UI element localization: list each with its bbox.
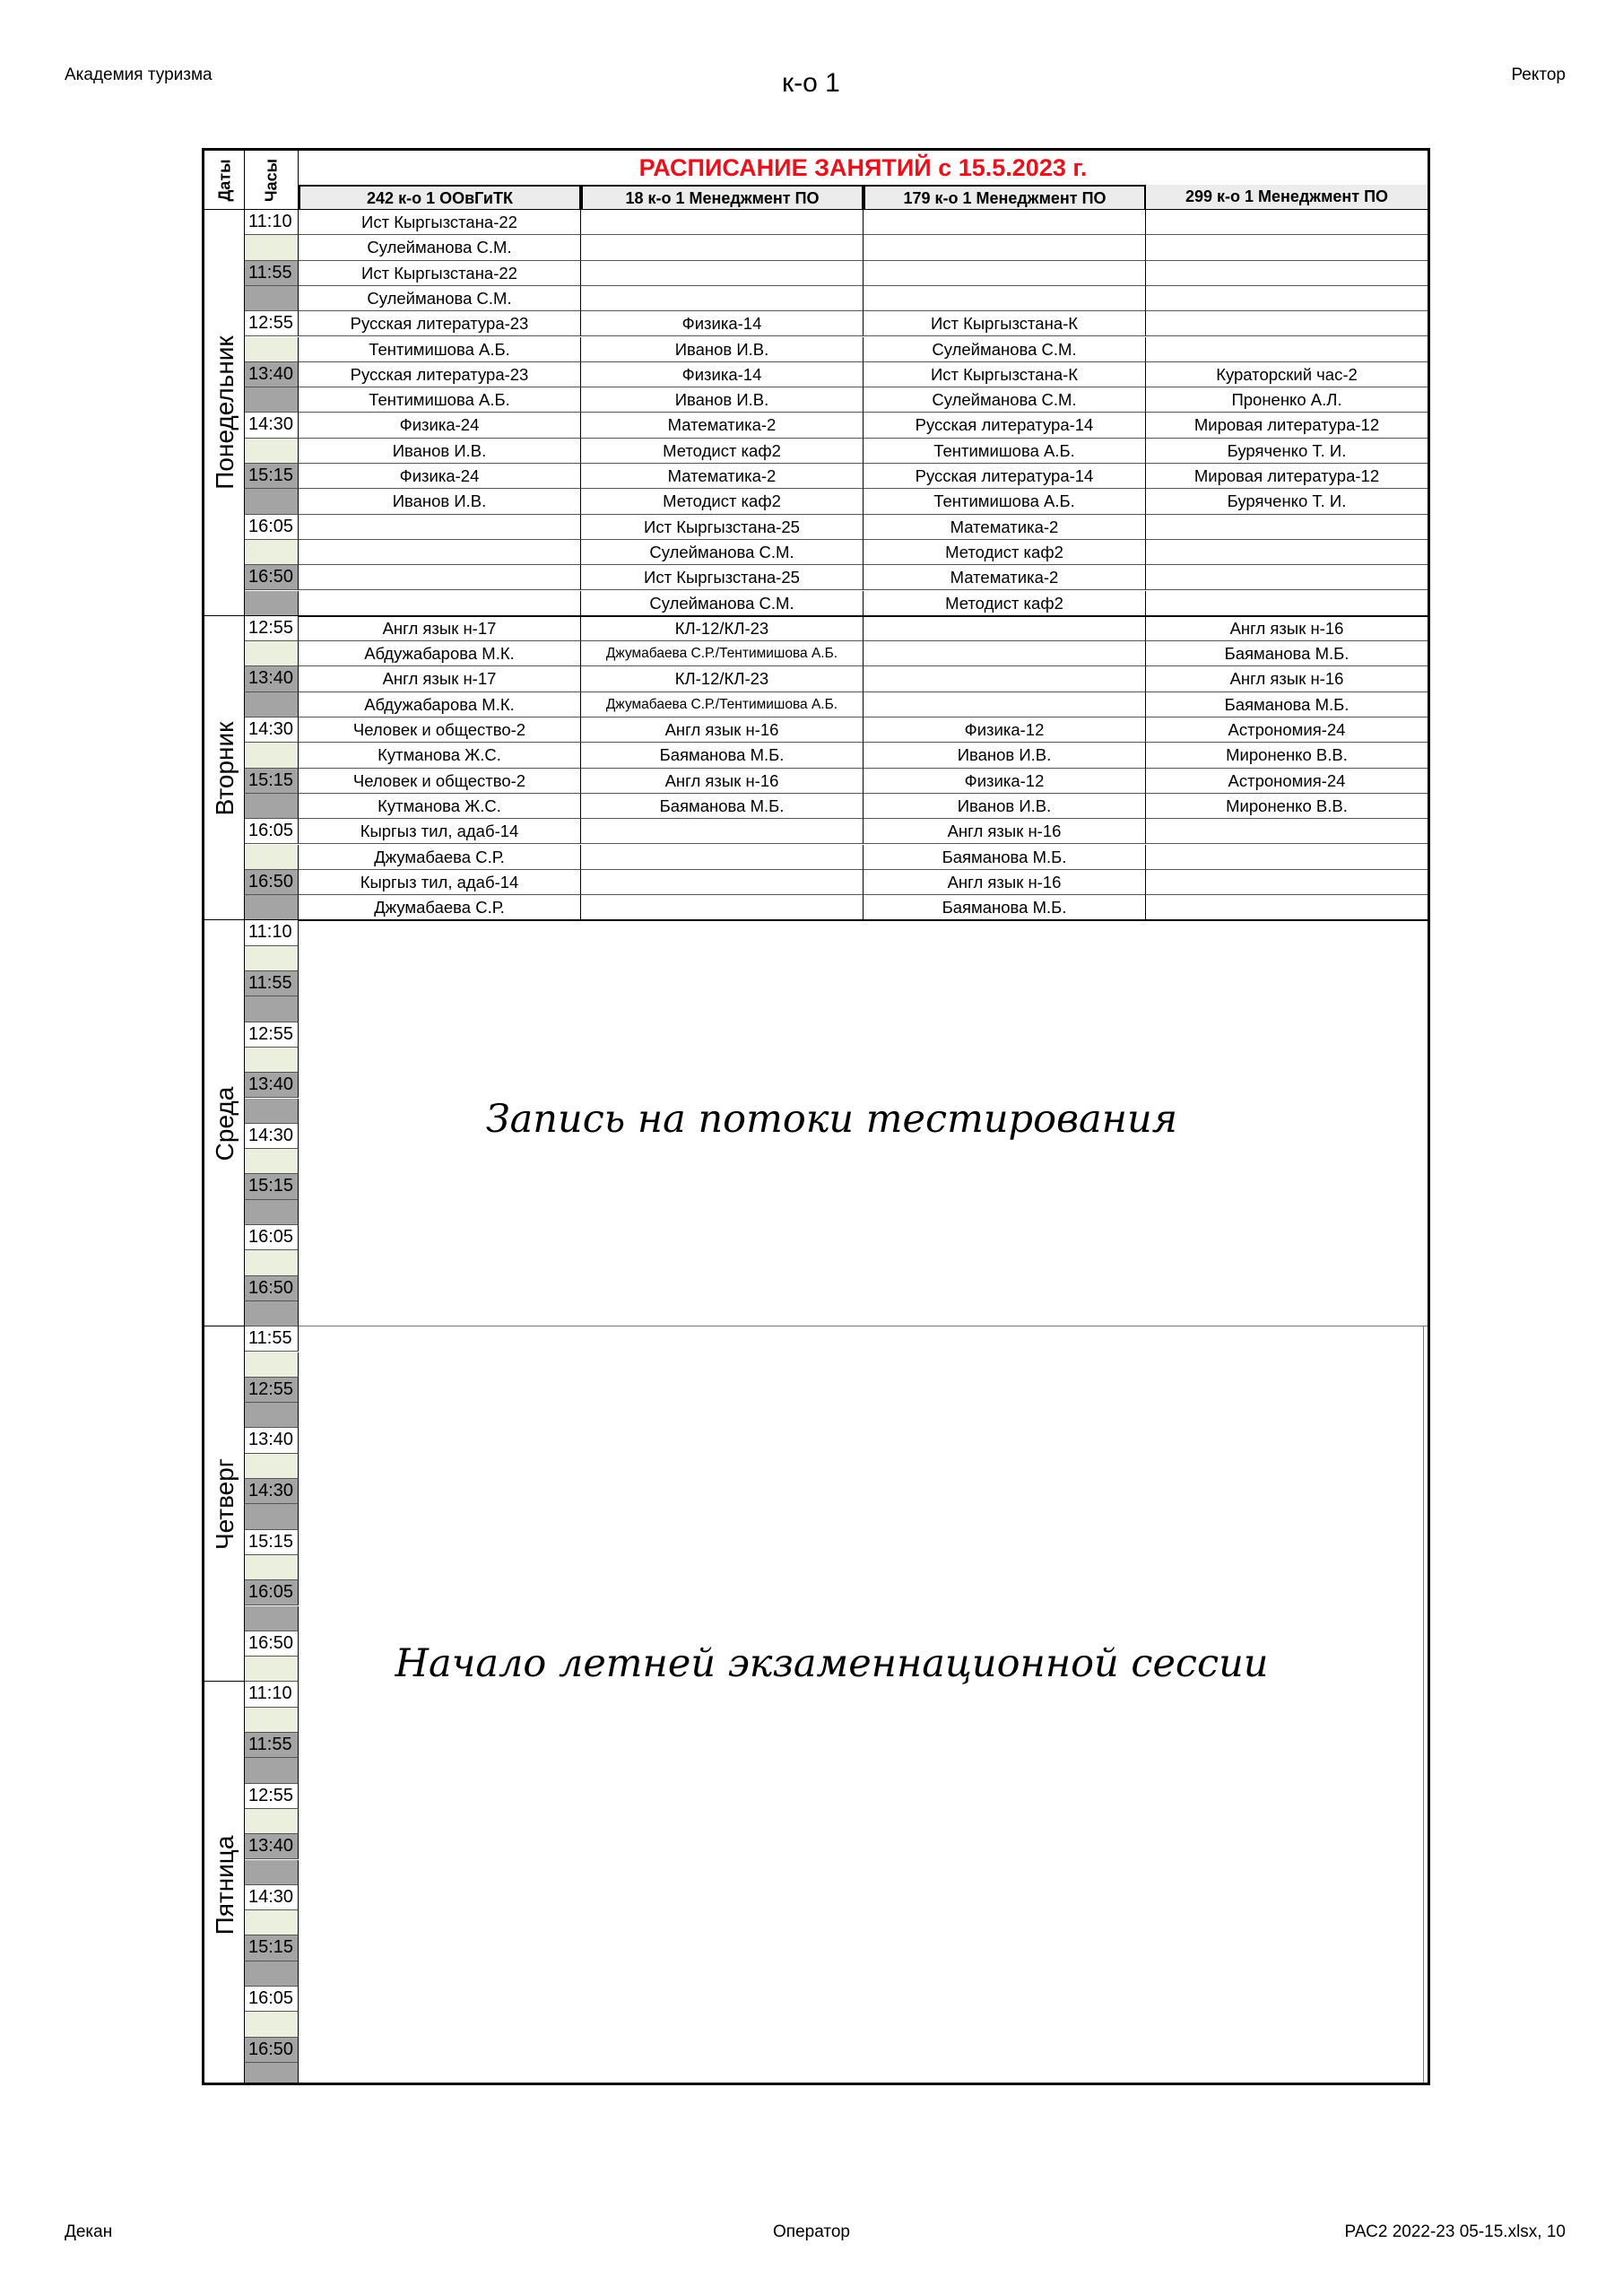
- subject-cell: Ист Кыргызстана-25: [581, 565, 864, 590]
- subject-cell: Математика-2: [581, 413, 864, 438]
- teacher-cell: Абдужабарова М.К.: [299, 641, 581, 666]
- teacher-cell: Баяманова М.Б.: [864, 845, 1146, 870]
- time-cell: 11:55: [245, 261, 299, 286]
- time-spacer: [245, 387, 299, 413]
- day-label: Вторник: [210, 721, 239, 815]
- subject-cell: Человек и общество-2: [299, 718, 581, 743]
- subject-cell: Физика-12: [864, 718, 1146, 743]
- time-cell: 13:40: [245, 1834, 299, 1859]
- time-spacer: [245, 1403, 299, 1428]
- subject-cell: Англ язык н-16: [1146, 666, 1428, 691]
- subject-cell: Физика-14: [581, 362, 864, 387]
- subject-cell: [1146, 515, 1428, 540]
- teacher-cell: Методист каф2: [581, 489, 864, 514]
- time-spacer: [245, 337, 299, 362]
- teacher-cell: [1146, 540, 1428, 565]
- teacher-cell: [1146, 591, 1428, 616]
- session-notice: Начало летней экзаменнационной сессии: [395, 1641, 1269, 1687]
- subject-cell: [581, 819, 864, 844]
- teacher-cell: [1146, 286, 1428, 311]
- schedule-table: [202, 148, 1430, 2085]
- subject-cell: [299, 515, 581, 540]
- subject-cell: Математика-2: [864, 515, 1146, 540]
- teacher-cell: [864, 692, 1146, 718]
- time-spacer: [245, 1250, 299, 1275]
- teacher-cell: Иванов И.В.: [299, 489, 581, 514]
- subject-cell: Физика-12: [864, 769, 1146, 794]
- subject-cell: Русская литература-14: [864, 413, 1146, 438]
- teacher-cell: Джумабаева С.Р.: [299, 895, 581, 920]
- subject-cell: [1146, 870, 1428, 895]
- teacher-cell: Джумабаева С.Р./Тентимишова А.Б.: [581, 641, 864, 666]
- schedule-title: РАСПИСАНИЕ ЗАНЯТИЙ с 15.5.2023 г.: [638, 154, 1088, 181]
- time-cell: 11:10: [245, 920, 299, 945]
- time-spacer: [245, 794, 299, 819]
- teacher-cell: Тентимишова А.Б.: [299, 337, 581, 362]
- teacher-cell: Кутманова Ж.С.: [299, 794, 581, 819]
- time-spacer: [245, 1961, 299, 1987]
- time-cell: 12:55: [245, 1022, 299, 1048]
- subject-cell: [581, 261, 864, 286]
- time-spacer: [245, 996, 299, 1022]
- group-header: 179 к-о 1 Менеджмент ПО: [864, 185, 1146, 210]
- time-spacer: [245, 743, 299, 768]
- time-spacer: [245, 540, 299, 565]
- time-cell: 16:05: [245, 1580, 299, 1605]
- dean-label: Декан: [65, 2222, 113, 2241]
- teacher-cell: Буряченко Т. И.: [1146, 489, 1428, 514]
- teacher-cell: Баяманова М.Б.: [1146, 692, 1428, 718]
- teacher-cell: Методист каф2: [581, 439, 864, 464]
- time-spacer: [245, 286, 299, 311]
- teacher-cell: [299, 540, 581, 565]
- time-spacer: [245, 1809, 299, 1834]
- time-cell: 12:55: [245, 311, 299, 336]
- time-spacer: [245, 1555, 299, 1580]
- teacher-cell: [1146, 845, 1428, 870]
- time-cell: 12:55: [245, 616, 299, 641]
- time-spacer: [245, 2063, 299, 2085]
- time-cell: 15:15: [245, 1530, 299, 1555]
- subject-cell: [1146, 210, 1428, 235]
- time-spacer: [245, 692, 299, 718]
- day-label: Четверг: [210, 1458, 239, 1551]
- file-reference: РАС2 2022-23 05-15.xlsx, 10: [1344, 2222, 1566, 2241]
- subject-cell: Физика-14: [581, 311, 864, 336]
- day-label: Среда: [210, 1086, 239, 1161]
- time-spacer: [245, 1758, 299, 1783]
- session-notice-area: [299, 1326, 1424, 2085]
- group-header: 18 к-о 1 Менеджмент ПО: [581, 185, 864, 210]
- subject-cell: [581, 870, 864, 895]
- teacher-cell: Мироненко В.В.: [1146, 743, 1428, 768]
- subject-cell: Кыргыз тил, адаб-14: [299, 819, 581, 844]
- subject-cell: Физика-24: [299, 464, 581, 489]
- subject-cell: Ист Кыргызстана-25: [581, 515, 864, 540]
- subject-cell: [581, 210, 864, 235]
- time-spacer: [245, 1860, 299, 1885]
- time-cell: 16:50: [245, 2038, 299, 2063]
- subject-cell: Кураторский час-2: [1146, 362, 1428, 387]
- subject-cell: Англ язык н-16: [864, 819, 1146, 844]
- teacher-cell: Иванов И.В.: [581, 387, 864, 413]
- time-cell: 16:50: [245, 870, 299, 895]
- teacher-cell: Абдужабарова М.К.: [299, 692, 581, 718]
- time-cell: 16:05: [245, 819, 299, 844]
- teacher-cell: Джумабаева С.Р.: [299, 845, 581, 870]
- time-cell: 16:05: [245, 1987, 299, 2012]
- teacher-cell: Сулейманова С.М.: [581, 591, 864, 616]
- time-cell: 16:50: [245, 1276, 299, 1301]
- time-cell: 14:30: [245, 1124, 299, 1149]
- time-spacer: [245, 946, 299, 971]
- time-cell: 11:55: [245, 971, 299, 996]
- teacher-cell: Иванов И.В.: [864, 743, 1146, 768]
- subject-cell: Ист Кыргызстана-К: [864, 362, 1146, 387]
- teacher-cell: Мироненко В.В.: [1146, 794, 1428, 819]
- subject-cell: Кыргыз тил, адаб-14: [299, 870, 581, 895]
- day-label: Пятница: [210, 1835, 239, 1935]
- time-cell: 11:10: [245, 210, 299, 235]
- subject-cell: [1146, 819, 1428, 844]
- time-cell: 14:30: [245, 1479, 299, 1504]
- subject-cell: Англ язык н-16: [581, 769, 864, 794]
- teacher-cell: [864, 641, 1146, 666]
- teacher-cell: [1146, 337, 1428, 362]
- teacher-cell: Баяманова М.Б.: [581, 794, 864, 819]
- teacher-cell: Кутманова Ж.С.: [299, 743, 581, 768]
- time-spacer: [245, 235, 299, 260]
- time-cell: 12:55: [245, 1378, 299, 1403]
- time-spacer: [245, 1352, 299, 1378]
- subject-cell: [1146, 311, 1428, 336]
- time-spacer: [245, 591, 299, 616]
- hours-header: Часы: [262, 158, 281, 203]
- subject-cell: [864, 261, 1146, 286]
- subject-cell: Англ язык н-16: [864, 870, 1146, 895]
- teacher-cell: Сулейманова С.М.: [299, 235, 581, 260]
- rector-label: Ректор: [1511, 65, 1566, 84]
- time-cell: 15:15: [245, 464, 299, 489]
- time-spacer: [245, 1149, 299, 1174]
- subject-cell: [864, 666, 1146, 691]
- teacher-cell: Иванов И.В.: [299, 439, 581, 464]
- time-spacer: [245, 2012, 299, 2037]
- time-spacer: [245, 1301, 299, 1326]
- teacher-cell: Сулейманова С.М.: [864, 337, 1146, 362]
- teacher-cell: [581, 286, 864, 311]
- subject-cell: Математика-2: [864, 565, 1146, 590]
- teacher-cell: Джумабаева С.Р./Тентимишова А.Б.: [581, 692, 864, 718]
- teacher-cell: Иванов И.В.: [864, 794, 1146, 819]
- subject-cell: Ист Кыргызстана-22: [299, 261, 581, 286]
- teacher-cell: [581, 235, 864, 260]
- time-spacer: [245, 1099, 299, 1124]
- subject-cell: Англ язык н-17: [299, 666, 581, 691]
- time-cell: 13:40: [245, 1073, 299, 1098]
- time-spacer: [245, 1657, 299, 1682]
- time-cell: 13:40: [245, 666, 299, 691]
- time-spacer: [245, 641, 299, 666]
- teacher-cell: [581, 895, 864, 920]
- subject-cell: Мировая литература-12: [1146, 464, 1428, 489]
- time-cell: 15:15: [245, 1174, 299, 1199]
- teacher-cell: Сулейманова С.М.: [581, 540, 864, 565]
- teacher-cell: Тентимишова А.Б.: [299, 387, 581, 413]
- time-cell: 14:30: [245, 413, 299, 438]
- teacher-cell: Проненко А.Л.: [1146, 387, 1428, 413]
- time-cell: 12:55: [245, 1784, 299, 1809]
- subject-cell: [299, 565, 581, 590]
- time-cell: 11:10: [245, 1682, 299, 1707]
- teacher-cell: Методист каф2: [864, 591, 1146, 616]
- teacher-cell: [1146, 895, 1428, 920]
- time-cell: 13:40: [245, 1428, 299, 1453]
- time-spacer: [245, 1606, 299, 1631]
- subject-cell: Англ язык н-16: [581, 718, 864, 743]
- subject-cell: [1146, 565, 1428, 590]
- subject-cell: Англ язык н-16: [1146, 616, 1428, 641]
- subject-cell: Русская литература-14: [864, 464, 1146, 489]
- teacher-cell: Тентимишова А.Б.: [864, 489, 1146, 514]
- time-cell: 14:30: [245, 718, 299, 743]
- teacher-cell: Сулейманова С.М.: [299, 286, 581, 311]
- subject-cell: [864, 210, 1146, 235]
- teacher-cell: [864, 286, 1146, 311]
- time-cell: 11:55: [245, 1326, 299, 1352]
- document-title: к-о 1: [782, 68, 840, 98]
- time-cell: 16:05: [245, 515, 299, 540]
- teacher-cell: Буряченко Т. И.: [1146, 439, 1428, 464]
- time-spacer: [245, 1708, 299, 1733]
- teacher-cell: Баяманова М.Б.: [581, 743, 864, 768]
- subject-cell: Астрономия-24: [1146, 718, 1428, 743]
- time-spacer: [245, 439, 299, 464]
- operator-label: Оператор: [773, 2222, 850, 2241]
- time-spacer: [245, 1048, 299, 1073]
- day-label: Понедельник: [210, 335, 239, 491]
- time-cell: 11:55: [245, 1733, 299, 1758]
- teacher-cell: Тентимишова А.Б.: [864, 439, 1146, 464]
- time-cell: 16:50: [245, 1631, 299, 1657]
- teacher-cell: Баяманова М.Б.: [1146, 641, 1428, 666]
- time-spacer: [245, 845, 299, 870]
- teacher-cell: [1146, 235, 1428, 260]
- teacher-cell: Сулейманова С.М.: [864, 387, 1146, 413]
- subject-cell: Математика-2: [581, 464, 864, 489]
- teacher-cell: Иванов И.В.: [581, 337, 864, 362]
- subject-cell: КЛ-12/КЛ-23: [581, 616, 864, 641]
- subject-cell: Русская литература-23: [299, 362, 581, 387]
- time-spacer: [245, 1200, 299, 1225]
- group-header: 242 к-о 1 ООвГиТК: [299, 185, 581, 210]
- dates-header: Даты: [215, 159, 233, 202]
- time-spacer: [245, 1910, 299, 1935]
- subject-cell: Русская литература-23: [299, 311, 581, 336]
- subject-cell: Мировая литература-12: [1146, 413, 1428, 438]
- subject-cell: Астрономия-24: [1146, 769, 1428, 794]
- time-spacer: [245, 1454, 299, 1479]
- teacher-cell: [864, 235, 1146, 260]
- subject-cell: Человек и общество-2: [299, 769, 581, 794]
- subject-cell: Ист Кыргызстана-К: [864, 311, 1146, 336]
- wednesday-notice: Запись на потоки тестирования: [485, 1096, 1178, 1142]
- subject-cell: Физика-24: [299, 413, 581, 438]
- teacher-cell: [581, 845, 864, 870]
- institution-name: Академия туризма: [65, 65, 213, 84]
- teacher-cell: Баяманова М.Б.: [864, 895, 1146, 920]
- time-spacer: [245, 489, 299, 514]
- time-cell: 15:15: [245, 769, 299, 794]
- subject-cell: Англ язык н-17: [299, 616, 581, 641]
- group-header: 299 к-о 1 Менеджмент ПО: [1146, 185, 1428, 210]
- time-spacer: [245, 1504, 299, 1529]
- time-cell: 16:05: [245, 1225, 299, 1250]
- teacher-cell: Методист каф2: [864, 540, 1146, 565]
- subject-cell: [864, 616, 1146, 641]
- time-cell: 14:30: [245, 1885, 299, 1910]
- time-cell: 16:50: [245, 565, 299, 590]
- subject-cell: [1146, 261, 1428, 286]
- time-cell: 15:15: [245, 1935, 299, 1961]
- teacher-cell: [299, 591, 581, 616]
- time-spacer: [245, 895, 299, 920]
- subject-cell: КЛ-12/КЛ-23: [581, 666, 864, 691]
- time-cell: 13:40: [245, 362, 299, 387]
- subject-cell: Ист Кыргызстана-22: [299, 210, 581, 235]
